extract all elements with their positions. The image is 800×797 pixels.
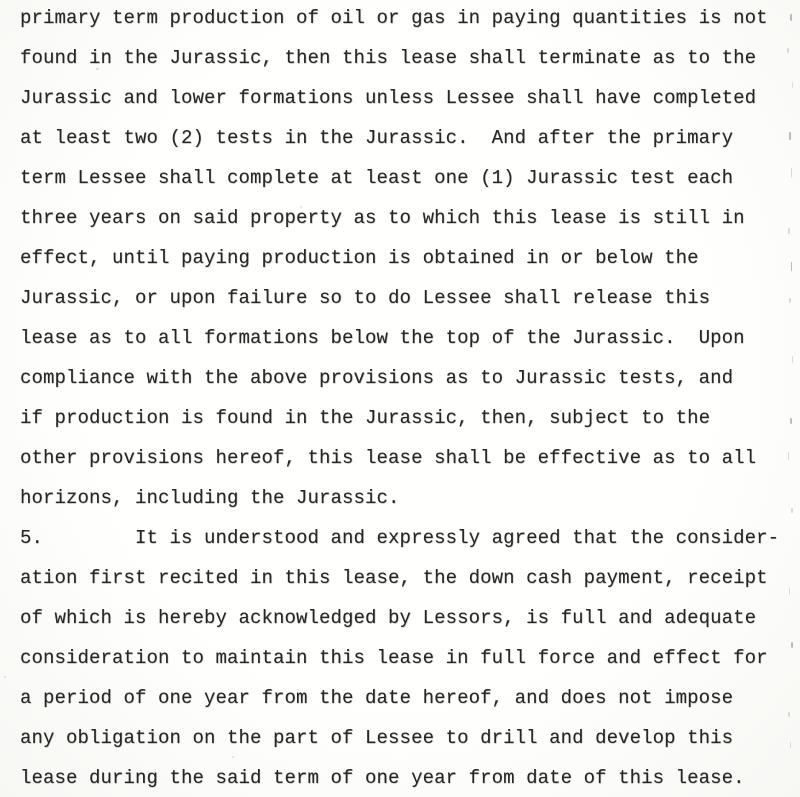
text-line: a period of one year from the date hereof, and does not impose [20,687,734,709]
scan-artifact [792,356,793,363]
text-line: term Lessee shall complete at least one (1) Jurassic test each [20,167,734,189]
scan-artifact [787,48,789,53]
text-line: any obligation on the part of Lessee to drill and develop this [20,727,734,749]
text-line: lease as to all formations below the top of the Jurassic. Upon [20,327,745,349]
scan-artifact [789,298,791,303]
text-line: of which is hereby acknowledged by Lessors, is full and adequate [20,607,757,629]
text-line: ation first recited in this lease, the down cash payment, receipt [20,567,768,589]
scan-artifact [791,508,793,513]
scan-artifact [789,588,790,595]
scan-artifact [791,168,792,178]
scan-artifact [790,418,792,424]
scan-artifact [791,262,792,271]
scan-artifact [789,132,791,140]
scan-artifact [792,82,793,88]
scan-artifact [788,228,790,234]
scan-artifact [788,452,789,460]
scan-speck [300,206,302,208]
scan-artifact [790,742,791,748]
text-line: Jurassic and lower formations unless Lessee shall have completed [20,87,757,109]
text-line: effect, until paying production is obtained in or below the [20,247,699,269]
text-line: primary term production of oil or gas in paying quantities is not [20,7,768,29]
text-line-section-5: 5. It is understood and expressly agreed that the consider- [20,527,780,549]
text-line: if production is found in the Jurassic, then, subject to the [20,407,711,429]
text-line: horizons, including the Jurassic. [20,487,400,509]
scan-speck [560,410,562,412]
scan-artifact [790,14,792,21]
scan-artifact [791,642,793,648]
text-line: found in the Jurassic, then this lease shall terminate as to the [20,47,757,69]
scan-speck [4,676,6,678]
text-line: three years on said property as to which this lease is still in [20,207,745,229]
text-line: consideration to maintain this lease in full force and effect for [20,647,768,669]
text-line: at least two (2) tests in the Jurassic. And after the primary [20,127,734,149]
text-line: Jurassic, or upon failure so to do Lessee shall release this [20,287,711,309]
text-line: compliance with the above provisions as to Jurassic tests, and [20,367,734,389]
text-line: other provisions hereof, this lease shall be effective as to all [20,447,757,469]
text-line: lease during the said term of one year from date of this lease. [20,767,745,789]
scan-speck [96,68,99,70]
scan-artifact [788,712,790,717]
scan-speck [232,756,234,758]
